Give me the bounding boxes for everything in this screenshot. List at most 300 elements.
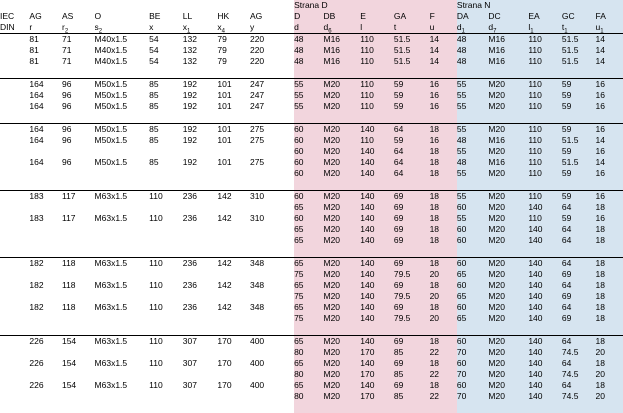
cell-hk: 142 <box>217 302 250 313</box>
cell-db: M20 <box>323 90 360 101</box>
separator-cell <box>294 402 323 413</box>
cell-ga: 85 <box>394 347 430 358</box>
cell-ag2: 275 <box>250 124 294 136</box>
cell-ll <box>183 391 218 402</box>
cell-gc: 69 <box>562 291 596 302</box>
cell-ag: 81 <box>29 45 62 56</box>
separator-cell <box>62 402 95 413</box>
cell-e: 140 <box>360 302 394 313</box>
cell-ll: 307 <box>183 336 218 348</box>
cell-gc: 74.5 <box>562 391 596 402</box>
cell-gc: 69 <box>562 313 596 324</box>
cell-dc: M20 <box>488 235 528 246</box>
cell-ga: 69 <box>394 191 430 203</box>
separator-cell <box>294 246 323 258</box>
separator-cell <box>29 402 62 413</box>
column-symbol-as: $r_2$ <box>62 22 95 34</box>
cell-as: 96 <box>62 135 95 146</box>
cell-da: 55 <box>457 168 489 179</box>
cell-fa: 16 <box>596 124 623 136</box>
cell-ag2: 348 <box>250 302 294 313</box>
cell-as: 71 <box>62 34 95 46</box>
separator-cell <box>360 179 394 191</box>
cell-as: 71 <box>62 56 95 67</box>
cell-as: 118 <box>62 280 95 291</box>
cell-f: 18 <box>430 336 457 348</box>
cell-ag2: 220 <box>250 56 294 67</box>
cell-ag: 164 <box>29 135 62 146</box>
cell-as <box>62 391 95 402</box>
cell-dc: M20 <box>488 124 528 136</box>
separator-cell <box>149 179 183 191</box>
cell-e: 140 <box>360 202 394 213</box>
table-row <box>0 369 623 380</box>
cell-dc: M16 <box>488 157 528 168</box>
cell-dd: 60 <box>294 146 323 157</box>
cell-ea: 140 <box>528 380 562 391</box>
cell-dd: 60 <box>294 168 323 179</box>
separator-cell <box>562 179 596 191</box>
cell-db: M20 <box>323 79 360 91</box>
cell-gc: 74.5 <box>562 369 596 380</box>
cell-db: M16 <box>323 45 360 56</box>
cell-dc: M16 <box>488 34 528 46</box>
separator-cell <box>360 246 394 258</box>
cell-ag: 164 <box>29 79 62 91</box>
cell-ag2 <box>250 391 294 402</box>
cell-da: 60 <box>457 302 489 313</box>
cell-fa: 14 <box>596 157 623 168</box>
cell-gc: 74.5 <box>562 347 596 358</box>
cell-ll: 192 <box>183 124 218 136</box>
cell-o <box>95 235 150 246</box>
column-symbol-fa: $u_1$ <box>596 22 623 34</box>
column-symbol-gc: $t_1$ <box>562 22 596 34</box>
cell-ga: 64 <box>394 157 430 168</box>
cell-db: M20 <box>323 258 360 270</box>
cell-be: 85 <box>149 79 183 91</box>
cell-db: M20 <box>323 269 360 280</box>
cell-dd: 65 <box>294 302 323 313</box>
cell-dc: M20 <box>488 291 528 302</box>
cell-o <box>95 269 150 280</box>
cell-as <box>62 347 95 358</box>
column-symbol-dc: $d_7$ <box>488 22 528 34</box>
column-symbol-be: x <box>149 22 183 34</box>
cell-dc: M20 <box>488 302 528 313</box>
cell-e: 140 <box>360 358 394 369</box>
cell-iec <box>0 157 29 168</box>
separator-cell <box>0 67 29 79</box>
table-row <box>0 79 623 91</box>
cell-da: 55 <box>457 101 489 112</box>
cell-ll: 132 <box>183 45 218 56</box>
cell-f: 22 <box>430 369 457 380</box>
cell-ga: 69 <box>394 224 430 235</box>
cell-iec <box>0 224 29 235</box>
cell-ll: 192 <box>183 90 218 101</box>
cell-da: 55 <box>457 90 489 101</box>
cell-fa: 20 <box>596 347 623 358</box>
cell-ag2: 220 <box>250 45 294 56</box>
separator-cell <box>95 402 150 413</box>
cell-ga: 79.5 <box>394 269 430 280</box>
separator-cell <box>250 112 294 124</box>
cell-dd: 65 <box>294 336 323 348</box>
cell-fa: 14 <box>596 34 623 46</box>
cell-ll: 236 <box>183 213 218 224</box>
table-row <box>0 391 623 402</box>
separator-cell <box>217 246 250 258</box>
cell-o <box>95 369 150 380</box>
cell-ea: 110 <box>528 34 562 46</box>
separator-cell <box>528 112 562 124</box>
cell-fa: 18 <box>596 380 623 391</box>
cell-da: 65 <box>457 291 489 302</box>
column-header-fa: FA <box>596 11 623 22</box>
separator-cell <box>430 246 457 258</box>
cell-iec <box>0 336 29 348</box>
cell-be: 110 <box>149 336 183 348</box>
cell-be: 85 <box>149 90 183 101</box>
cell-gc: 59 <box>562 90 596 101</box>
cell-hk: 142 <box>217 191 250 203</box>
cell-gc: 59 <box>562 191 596 203</box>
separator-cell <box>62 179 95 191</box>
cell-gc: 59 <box>562 101 596 112</box>
table-row <box>0 157 623 168</box>
separator-cell <box>217 67 250 79</box>
separator-cell <box>323 324 360 336</box>
cell-dc: M20 <box>488 336 528 348</box>
cell-f: 14 <box>430 45 457 56</box>
cell-f: 18 <box>430 280 457 291</box>
cell-as: 154 <box>62 380 95 391</box>
cell-be <box>149 291 183 302</box>
cell-f: 16 <box>430 90 457 101</box>
cell-ag2: 247 <box>250 101 294 112</box>
table-row <box>0 202 623 213</box>
cell-o: M50x1.5 <box>95 124 150 136</box>
separator-cell <box>394 402 430 413</box>
cell-dd: 65 <box>294 202 323 213</box>
cell-db: M20 <box>323 202 360 213</box>
cell-be: 54 <box>149 56 183 67</box>
cell-ag <box>29 146 62 157</box>
cell-ag2: 220 <box>250 34 294 46</box>
column-symbol-o: $s_2$ <box>95 22 150 34</box>
cell-ea: 140 <box>528 202 562 213</box>
cell-fa: 18 <box>596 291 623 302</box>
cell-da: 60 <box>457 224 489 235</box>
cell-db: M20 <box>323 213 360 224</box>
cell-be: 110 <box>149 302 183 313</box>
cell-ag: 164 <box>29 101 62 112</box>
separator-cell <box>430 67 457 79</box>
separator-cell <box>29 112 62 124</box>
column-header-gc: GC <box>562 11 596 22</box>
cell-iec <box>0 202 29 213</box>
separator-cell <box>250 402 294 413</box>
separator-cell <box>394 246 430 258</box>
separator-cell <box>457 402 489 413</box>
separator-cell <box>488 112 528 124</box>
column-header-be: BE <box>149 11 183 22</box>
cell-ag <box>29 391 62 402</box>
cell-fa: 18 <box>596 313 623 324</box>
cell-ag <box>29 269 62 280</box>
cell-db: M20 <box>323 146 360 157</box>
table-row <box>0 235 623 246</box>
cell-ga: 59 <box>394 90 430 101</box>
cell-o <box>95 168 150 179</box>
cell-iec <box>0 380 29 391</box>
cell-ag2: 310 <box>250 213 294 224</box>
cell-ag2 <box>250 347 294 358</box>
cell-iec <box>0 90 29 101</box>
cell-db: M20 <box>323 135 360 146</box>
table-row <box>0 269 623 280</box>
cell-e: 110 <box>360 135 394 146</box>
cell-gc: 51.5 <box>562 56 596 67</box>
cell-ag <box>29 291 62 302</box>
cell-be <box>149 146 183 157</box>
cell-gc: 59 <box>562 213 596 224</box>
cell-fa: 16 <box>596 146 623 157</box>
cell-gc: 59 <box>562 79 596 91</box>
cell-gc: 64 <box>562 224 596 235</box>
cell-ll: 236 <box>183 258 218 270</box>
cell-hk <box>217 168 250 179</box>
separator-cell <box>62 67 95 79</box>
separator-cell <box>488 67 528 79</box>
cell-dc: M20 <box>488 168 528 179</box>
separator-cell <box>323 402 360 413</box>
separator-cell <box>294 324 323 336</box>
cell-fa: 16 <box>596 101 623 112</box>
cell-ea: 140 <box>528 313 562 324</box>
cell-ll: 236 <box>183 302 218 313</box>
column-header-hk: HK <box>217 11 250 22</box>
cell-as <box>62 313 95 324</box>
cell-as <box>62 291 95 302</box>
cell-gc: 51.5 <box>562 34 596 46</box>
separator-cell <box>596 112 623 124</box>
separator-cell <box>562 246 596 258</box>
cell-fa: 18 <box>596 235 623 246</box>
cell-ga: 59 <box>394 79 430 91</box>
cell-e: 140 <box>360 269 394 280</box>
cell-iec <box>0 213 29 224</box>
cell-be <box>149 369 183 380</box>
cell-e: 110 <box>360 79 394 91</box>
cell-e: 170 <box>360 347 394 358</box>
column-symbol-f: u <box>430 22 457 34</box>
cell-dd: 60 <box>294 213 323 224</box>
cell-e: 140 <box>360 124 394 136</box>
cell-ag <box>29 224 62 235</box>
cell-ag2 <box>250 168 294 179</box>
cell-dd: 80 <box>294 369 323 380</box>
column-header-ll: LL <box>183 11 218 22</box>
cell-ag2: 310 <box>250 191 294 203</box>
cell-ea: 110 <box>528 168 562 179</box>
block-separator <box>0 246 623 258</box>
cell-ea: 140 <box>528 235 562 246</box>
cell-dd: 48 <box>294 34 323 46</box>
table-row <box>0 45 623 56</box>
cell-ag2 <box>250 235 294 246</box>
separator-cell <box>596 67 623 79</box>
column-symbol-ll: $x_1$ <box>183 22 218 34</box>
column-header-ea: EA <box>528 11 562 22</box>
cell-ag2: 348 <box>250 258 294 270</box>
cell-dc: M20 <box>488 313 528 324</box>
cell-dc: M20 <box>488 391 528 402</box>
table-row <box>0 280 623 291</box>
cell-as: 96 <box>62 157 95 168</box>
cell-fa: 16 <box>596 79 623 91</box>
cell-ga: 51.5 <box>394 45 430 56</box>
cell-be <box>149 391 183 402</box>
cell-dd: 75 <box>294 291 323 302</box>
separator-cell <box>29 246 62 258</box>
cell-dd: 65 <box>294 235 323 246</box>
separator-cell <box>183 246 218 258</box>
separator-cell <box>457 324 489 336</box>
table-row <box>0 291 623 302</box>
cell-gc: 69 <box>562 269 596 280</box>
cell-dc: M20 <box>488 224 528 235</box>
cell-o: M63x1.5 <box>95 336 150 348</box>
cell-fa: 18 <box>596 224 623 235</box>
cell-f: 22 <box>430 347 457 358</box>
separator-cell <box>250 179 294 191</box>
cell-dd: 65 <box>294 358 323 369</box>
cell-da: 70 <box>457 369 489 380</box>
cell-be: 85 <box>149 101 183 112</box>
cell-gc: 64 <box>562 280 596 291</box>
cell-ea: 110 <box>528 90 562 101</box>
separator-cell <box>562 67 596 79</box>
cell-dd: 65 <box>294 224 323 235</box>
cell-db: M20 <box>323 280 360 291</box>
cell-be <box>149 168 183 179</box>
cell-fa: 16 <box>596 90 623 101</box>
column-symbol-ga: t <box>394 22 430 34</box>
cell-iec <box>0 101 29 112</box>
column-symbol-ea: $l_1$ <box>528 22 562 34</box>
cell-ag2 <box>250 369 294 380</box>
separator-cell <box>430 112 457 124</box>
table-row <box>0 168 623 179</box>
cell-dc: M20 <box>488 213 528 224</box>
cell-db: M20 <box>323 157 360 168</box>
cell-fa: 14 <box>596 45 623 56</box>
separator-cell <box>596 179 623 191</box>
cell-be: 110 <box>149 358 183 369</box>
cell-ea: 140 <box>528 269 562 280</box>
cell-ag <box>29 369 62 380</box>
cell-as <box>62 146 95 157</box>
cell-gc: 64 <box>562 336 596 348</box>
separator-cell <box>183 402 218 413</box>
cell-da: 48 <box>457 135 489 146</box>
separator-cell <box>457 112 489 124</box>
cell-f: 18 <box>430 302 457 313</box>
cell-dc: M20 <box>488 380 528 391</box>
cell-ga: 69 <box>394 202 430 213</box>
cell-fa: 18 <box>596 358 623 369</box>
cell-ga: 69 <box>394 336 430 348</box>
cell-ag2: 348 <box>250 280 294 291</box>
cell-f: 16 <box>430 79 457 91</box>
cell-o: M50x1.5 <box>95 135 150 146</box>
separator-cell <box>323 179 360 191</box>
separator-cell <box>360 112 394 124</box>
cell-hk <box>217 269 250 280</box>
cell-gc: 64 <box>562 358 596 369</box>
cell-ea: 140 <box>528 336 562 348</box>
cell-hk <box>217 291 250 302</box>
cell-ll: 192 <box>183 157 218 168</box>
separator-cell <box>95 112 150 124</box>
cell-ea: 110 <box>528 213 562 224</box>
cell-ea: 140 <box>528 347 562 358</box>
cell-f: 18 <box>430 202 457 213</box>
separator-cell <box>62 112 95 124</box>
cell-o <box>95 291 150 302</box>
cell-f: 18 <box>430 157 457 168</box>
separator-cell <box>528 324 562 336</box>
cell-ag2: 400 <box>250 336 294 348</box>
cell-be: 110 <box>149 213 183 224</box>
separator-cell <box>62 324 95 336</box>
cell-gc: 51.5 <box>562 157 596 168</box>
cell-iec <box>0 369 29 380</box>
table-row <box>0 380 623 391</box>
cell-hk: 79 <box>217 56 250 67</box>
cell-ag <box>29 313 62 324</box>
table-row <box>0 90 623 101</box>
cell-hk: 170 <box>217 358 250 369</box>
cell-db: M20 <box>323 336 360 348</box>
column-header-db: DB <box>323 11 360 22</box>
column-symbol-ag2: y <box>250 22 294 34</box>
cell-e: 140 <box>360 336 394 348</box>
cell-gc: 64 <box>562 302 596 313</box>
cell-ag: 164 <box>29 157 62 168</box>
cell-o: M63x1.5 <box>95 213 150 224</box>
cell-as: 117 <box>62 213 95 224</box>
separator-cell <box>0 324 29 336</box>
separator-cell <box>95 179 150 191</box>
cell-db: M16 <box>323 56 360 67</box>
cell-hk: 170 <box>217 380 250 391</box>
cell-ga: 69 <box>394 358 430 369</box>
cell-dd: 80 <box>294 391 323 402</box>
cell-db: M20 <box>323 313 360 324</box>
cell-ll: 192 <box>183 79 218 91</box>
cell-db: M20 <box>323 347 360 358</box>
separator-cell <box>29 324 62 336</box>
group-header-2: Strana N <box>457 0 623 11</box>
cell-dd: 60 <box>294 191 323 203</box>
separator-cell <box>528 402 562 413</box>
column-symbol-ag: r <box>29 22 62 34</box>
separator-cell <box>294 179 323 191</box>
separator-cell <box>562 402 596 413</box>
